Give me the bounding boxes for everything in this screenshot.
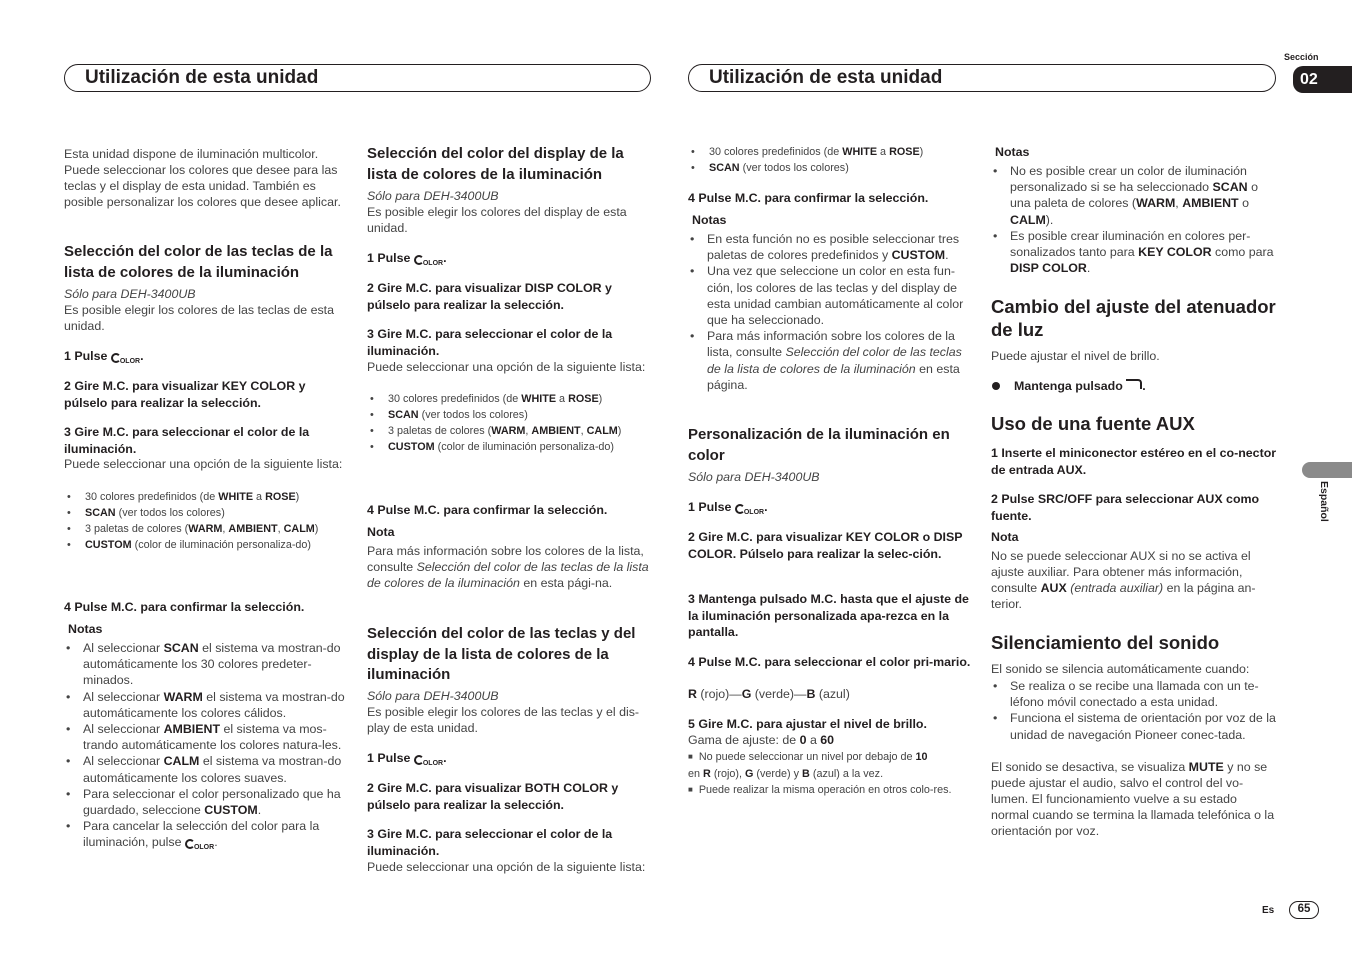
note-heading: Nota [367, 525, 395, 539]
step-3: 3 Gire M.C. para seleccionar el color de la iluminación. [64, 425, 310, 456]
notes-heading: Notas [692, 213, 727, 227]
language-label: Español [1318, 481, 1330, 522]
both-color-heading: Selección del color de las teclas y del display de la lista de colores de la iluminación [367, 625, 636, 683]
step-4: 4 Pulse M.C. para confirmar la selección. [64, 600, 305, 614]
notes-list [688, 231, 974, 393]
list-item: • En esta función no es posible seleccionar tres paletas de colores predefinidos y CUSTOM. [688, 231, 974, 263]
list-item: • Para cancelar la selección del color para la iluminación, pulse OLOR . [64, 818, 350, 856]
step-3: 3 Gire M.C. para seleccionar el color de la iluminación. [367, 327, 613, 358]
color-button-icon: OLOR [414, 755, 443, 773]
dimmer-icon [1126, 379, 1142, 389]
color-button-icon: OLOR [735, 504, 764, 522]
aux-step-1: 1 Inserte el miniconector estéreo en el co-nector de entrada AUX. [991, 446, 1277, 477]
step-2: 2 Gire M.C. para visualizar DISP COLOR y púlselo para realizar la selección. [367, 281, 612, 312]
display-color-heading: Selección del color del display de la lista de colores de la iluminación [367, 145, 624, 183]
dimmer-heading: Cambio del ajuste del atenuador de luz [991, 296, 1276, 340]
footer-language-code: Es [1262, 905, 1275, 916]
step-3: 3 Mantenga pulsado M.C. hasta que el ajuste de la iluminación personalizada apa-rezca en la pantalla. [688, 592, 969, 639]
list-item: • 30 colores predefinidos (de WHITE a ROSE) [669, 144, 974, 160]
page-number: 65 [1289, 901, 1319, 919]
range-note-2: ■ Puede realizar la misma operación en otros colo-res. [688, 784, 952, 796]
mute-end-text: El sonido se desactiva, se visualiza MUTE y no se puede ajustar el audio, salvo el control del vo-lumen. El funcionamiento vuelve a su estado normal cuando se termina la llamada telefónica o la orientación por voz. [991, 760, 1275, 838]
list-item: • 3 paletas de colores (WARM, AMBIENT, CALM) [348, 423, 653, 439]
mute-description: El sonido se silencia automáticamente cuando: [991, 662, 1250, 676]
range-note-1: ■ No puede seleccionar un nivel por debajo de 10 en R (rojo), G (verde) y B (azul) a la vez. [688, 751, 928, 780]
list-item: • Una vez que seleccione un color en esta fun-ción, los colores de las teclas y del display de esta unidad cambian automáticamente al color que ha seleccionado. [688, 263, 974, 328]
aux-note: No se puede seleccionar AUX si no se activa el ajuste auxiliar. Para obtener más información, consulte AUX (entrada auxiliar) en la página an-terior. [991, 549, 1256, 611]
color-button-icon: OLOR [185, 839, 214, 856]
color-options-list [669, 144, 974, 176]
step-3-description: Puede seleccionar una opción de la siguiente lista: [367, 360, 646, 374]
list-item: • Se realiza o se recibe una llamada con un te-léfono móvil conectado a esta unidad. [991, 678, 1277, 710]
step-3-description: Puede seleccionar una opción de la siguiente lista: [64, 457, 343, 471]
step-1: 1 Pulse OLOR . [64, 348, 350, 371]
list-item: • SCAN (ver todos los colores) [348, 407, 653, 423]
color-button-icon: OLOR [414, 255, 443, 273]
section-label: Sección [1284, 52, 1319, 62]
step-1: 1 Pulse OLOR . [688, 499, 974, 522]
step-2: 2 Gire M.C. para visualizar BOTH COLOR y púlselo para realizar la selección. [367, 781, 619, 812]
note-heading: Nota [991, 530, 1019, 544]
section-number-badge: 02 [1293, 66, 1352, 93]
list-item: • SCAN (ver todos los colores) [669, 160, 974, 176]
list-item: • 30 colores predefinidos (de WHITE a ROSE) [348, 391, 653, 407]
mute-heading: Silenciamiento del sonido [991, 632, 1220, 653]
step-4: 4 Pulse M.C. para confirmar la selección. [367, 503, 608, 517]
left-header-title: Utilización de esta unidad [85, 67, 319, 88]
color-options-list [348, 391, 653, 455]
list-item: • CUSTOM (color de iluminación personaliza-do) [348, 439, 653, 455]
step-3-description: Puede seleccionar una opción de la siguiente lista: [367, 860, 646, 874]
list-item: • SCAN (ver todos los colores) [45, 505, 350, 521]
step-2: 2 Gire M.C. para visualizar KEY COLOR y púlselo para realizar la selección. [64, 379, 306, 410]
aux-heading: Uso de una fuente AUX [991, 413, 1195, 434]
step-4: 4 Pulse M.C. para seleccionar el color pri-mario. [688, 655, 971, 669]
color-options-list [45, 489, 350, 553]
list-item: • 3 paletas de colores (WARM, AMBIENT, CALM) [45, 521, 350, 537]
both-description: Es posible elegir los colores de las teclas y el dis-play de esta unidad. [367, 705, 640, 735]
custom-color-heading: Personalización de la iluminación en color [688, 426, 950, 464]
list-item: • Funciona el sistema de orientación por voz de la unidad de navegación Pioneer conec-tada. [991, 710, 1277, 742]
display-description: Es posible elegir los colores del display de esta unidad. [367, 205, 627, 235]
left-section-header [64, 64, 651, 92]
step-4: 4 Pulse M.C. para confirmar la selección. [688, 191, 929, 205]
keys-color-heading: Selección del color de las teclas de la lista de colores de la iluminación [64, 243, 333, 281]
notes-list [991, 163, 1277, 276]
aux-step-2: 2 Pulse SRC/OFF para seleccionar AUX como fuente. [991, 492, 1260, 523]
notes-heading: Notas [68, 622, 103, 636]
model-note: Sólo para DEH-3400UB [367, 189, 499, 203]
list-item: • 30 colores predefinidos (de WHITE a ROSE) [45, 489, 350, 505]
list-item: • Es posible crear iluminación en colores per-sonalizados tanto para KEY COLOR como para DISP COLOR. [991, 228, 1277, 277]
step-5: 5 Gire M.C. para ajustar el nivel de brillo. [688, 717, 927, 731]
list-item: • Al seleccionar AMBIENT el sistema va mos-trando automáticamente los colores natura-les. [64, 721, 350, 753]
dimmer-description: Puede ajustar el nivel de brillo. [991, 349, 1160, 363]
mute-list [991, 678, 1277, 743]
list-item: • Al seleccionar WARM el sistema va mostran-do automáticamente los colores cálidos. [64, 689, 350, 721]
step-1: 1 Pulse OLOR . [367, 750, 653, 773]
color-button-icon: OLOR [111, 353, 140, 371]
intro-paragraph: Esta unidad dispone de iluminación multicolor. Puede seleccionar los colores que desee para las teclas y el display de esta unidad. También es posible personalizar los colores que desee aplicar. [64, 147, 341, 209]
list-item: • Al seleccionar SCAN el sistema va mostran-do automáticamente los 30 colores predeter-minados. [64, 640, 350, 689]
range-line: Gama de ajuste: de 0 a 60 [688, 733, 835, 747]
notes-list [64, 640, 350, 857]
list-item: • Al seleccionar CALM el sistema va mostran-do automáticamente los colores suaves. [64, 753, 350, 785]
keys-description: Es posible elegir los colores de las teclas de esta unidad. [64, 303, 334, 333]
step-2: 2 Gire M.C. para visualizar KEY COLOR o DISP COLOR. Púlselo para realizar la selec-ción. [688, 530, 963, 561]
model-note: Sólo para DEH-3400UB [688, 470, 820, 484]
model-note: Sólo para DEH-3400UB [64, 287, 196, 301]
list-item: • Para seleccionar el color personalizado que ha guardado, seleccione CUSTOM. [64, 786, 350, 818]
step-3: 3 Gire M.C. para seleccionar el color de la iluminación. [367, 827, 613, 858]
list-item: • CUSTOM (color de iluminación personaliza-do) [45, 537, 350, 553]
primary-colors-line: R (rojo)—G (verde)—B (azul) [688, 687, 850, 701]
right-header-title: Utilización de esta unidad [709, 67, 943, 88]
notes-heading: Notas [995, 145, 1030, 159]
list-item: • Para más información sobre los colores de la lista, consulte Selección del color de las teclas de la lista de colores de la iluminación en esta página. [688, 328, 974, 393]
list-item: • No es posible crear un color de iluminación personalizado si se ha seleccionado SCAN o una paleta de colores (WARM, AMBIENT o CALM). [991, 163, 1277, 228]
note-text: Para más información sobre los colores de la lista, consulte Selección del color de las teclas de la lista de colores de la iluminación en esta pági-na. [367, 544, 649, 590]
model-note: Sólo para DEH-3400UB [367, 689, 499, 703]
language-tab [1302, 462, 1352, 478]
step-1: 1 Pulse OLOR . [367, 250, 653, 273]
dimmer-step: Mantenga pulsado . [991, 378, 1277, 395]
right-section-header [688, 64, 1276, 92]
